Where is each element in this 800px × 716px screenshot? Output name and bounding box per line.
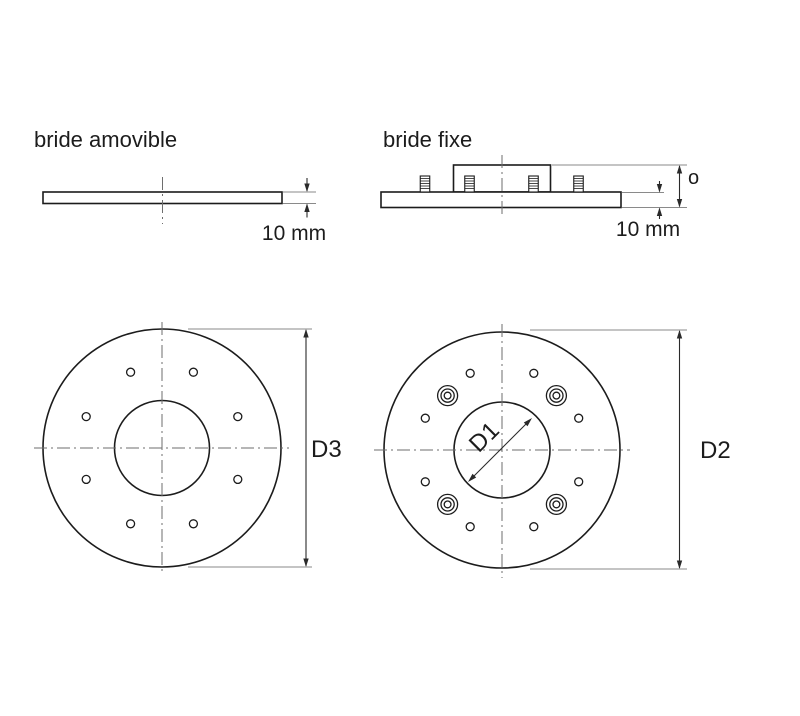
bride-fixe-front-view [374, 324, 731, 578]
bolt-hole [189, 520, 197, 528]
bolt-hole [530, 523, 538, 531]
stud-front-view [546, 386, 566, 406]
stud-side-view [529, 176, 539, 192]
bolt-hole [234, 413, 242, 421]
bride-amovible-title: bride amovible [34, 127, 178, 152]
stud-front-view [438, 494, 458, 514]
arrowhead-up [677, 330, 682, 339]
stud-side-view [574, 176, 584, 192]
arrowhead-up [677, 165, 682, 174]
bolt-hole [575, 414, 583, 422]
bolt-hole [466, 369, 474, 377]
bolt-hole [421, 478, 429, 486]
thickness-dimension-label: 10 mm [261, 222, 327, 245]
bolt-hole [421, 414, 429, 422]
fixed-flange-plate [381, 192, 621, 208]
stud-front-view [546, 494, 566, 514]
bolt-hole [127, 520, 135, 528]
arrowhead-down [303, 559, 308, 568]
bolt-hole [466, 523, 474, 531]
bolt-hole [234, 475, 242, 483]
arrowhead-down [657, 184, 662, 193]
outer-diameter-label-d3: D3 [311, 436, 342, 463]
height-dimension-label: o [688, 167, 700, 189]
bolt-hole [82, 475, 90, 483]
bore-diameter-label-d1: D1 [463, 416, 505, 458]
thickness-dimension-label: 10 mm [615, 218, 681, 241]
arrowhead-down [677, 199, 682, 208]
arrowhead-up [303, 329, 308, 338]
outer-diameter-label-d2: D2 [700, 437, 731, 464]
arrowhead-up [657, 208, 662, 217]
arrowhead-up [304, 204, 309, 213]
stud-side-view [465, 176, 475, 192]
bolt-hole [189, 368, 197, 376]
bolt-hole [82, 413, 90, 421]
stud-front-view [438, 386, 458, 406]
stud-side-view [420, 176, 430, 192]
bride-fixe-side-view [381, 127, 699, 241]
bride-amovible-side-view [34, 127, 326, 245]
bolt-hole [530, 369, 538, 377]
arrowhead-down [677, 561, 682, 570]
bride-fixe-title: bride fixe [383, 127, 473, 152]
bride-amovible-front-view [34, 322, 342, 574]
bolt-hole [127, 368, 135, 376]
arrowhead-down [304, 184, 309, 193]
bolt-hole [575, 478, 583, 486]
